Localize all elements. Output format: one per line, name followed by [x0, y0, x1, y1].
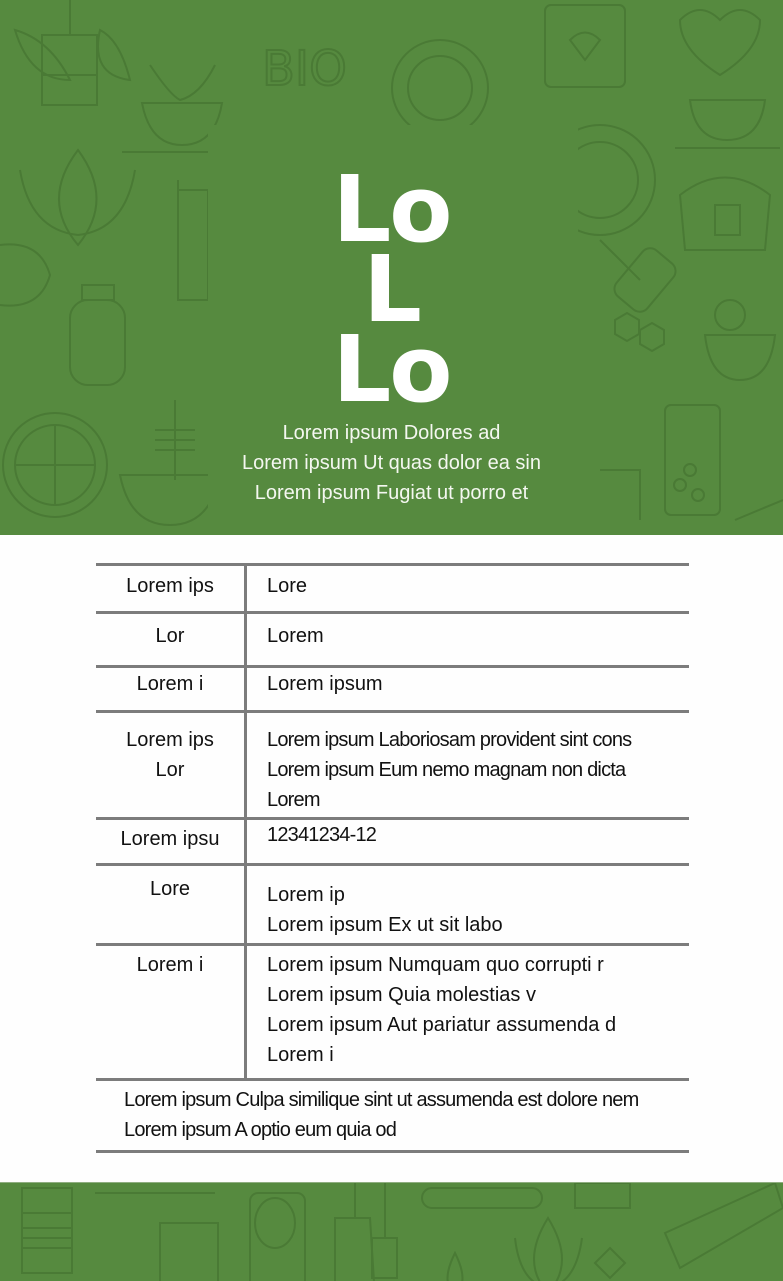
row-value: Lore — [267, 575, 308, 597]
row-label: Lorem i — [96, 668, 247, 710]
tea-pattern-icon — [0, 1183, 783, 1281]
tagline — [0, 418, 783, 508]
row-label: Lorem ips — [96, 566, 247, 611]
row-label: Lorem ips Lor — [96, 713, 247, 817]
row-value: Lorem ip Lorem ipsum Ex ut sit labo — [267, 884, 503, 936]
table-row — [96, 710, 689, 817]
row-label: Lorem i — [96, 946, 247, 1078]
info-table — [96, 563, 689, 1153]
brand-logo — [0, 156, 783, 423]
table-row — [96, 863, 689, 943]
logo-line-2: L — [363, 236, 420, 343]
logo-line-1: Lo — [332, 156, 451, 263]
row-label: Lore — [96, 866, 247, 943]
table-row — [96, 563, 689, 611]
row-label: Lor — [96, 614, 247, 665]
table-row — [96, 665, 689, 710]
svg-text:BIO: BIO — [262, 41, 347, 97]
row-value: Lorem ipsum Laboriosam provident sint cons Lorem ipsum Eum nemo magnam non dicta Lorem — [267, 729, 632, 811]
row-value: 12341234-12 — [267, 824, 377, 846]
logo-line-3: Lo — [332, 316, 451, 423]
row-value: Lorem ipsum — [267, 673, 383, 695]
table-footer-note — [96, 1078, 689, 1153]
row-label: Lorem ipsu — [96, 820, 247, 863]
table-row — [96, 817, 689, 863]
tagline-line: Lorem ipsum Ut quas dolor ea sin — [241, 452, 542, 474]
tagline-line: Lorem ipsum Dolores ad — [282, 422, 501, 444]
row-value: Lorem — [267, 625, 324, 647]
row-value: Lorem ipsum Numquam quo corrupti r Lorem ipsum Quia molestias v Lorem ipsum Aut pariatur assumenda d Lorem i — [267, 954, 617, 1066]
table-row — [96, 611, 689, 665]
tagline-line: Lorem ipsum Fugiat ut porro et — [254, 482, 529, 504]
footer-banner — [0, 1182, 783, 1281]
footer-note-text: Lorem ipsum Culpa similique sint ut assumenda est dolore nem Lorem ipsum A optio eum quia od — [124, 1089, 639, 1141]
table-row — [96, 943, 689, 1078]
